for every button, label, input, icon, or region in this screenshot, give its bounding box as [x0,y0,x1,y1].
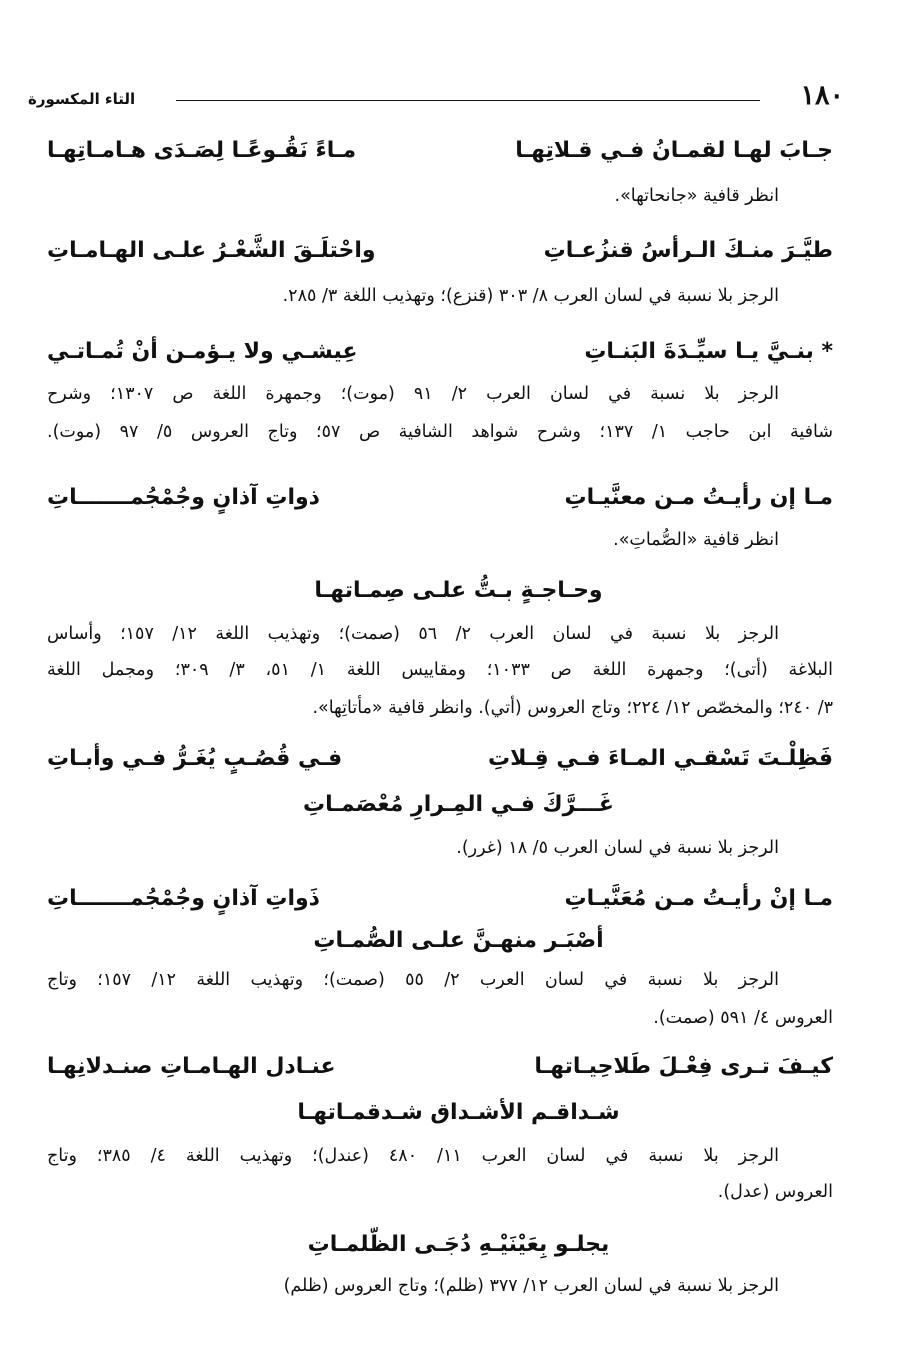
centered-verse: وحـاجـةٍ بـتُّ علـى صِمـاتهـا [314,578,603,603]
note-line: العروس ٤/ ٥٩١ (صمت). [653,1008,833,1028]
verse-line [47,746,833,786]
note-line: الرجز بلا نسبة في لسان العرب ٥/ ١٨ (غرر). [456,838,779,858]
note-line: انظر قافية «الصُّماتِ». [613,530,779,550]
verse-first-hemistich: كيـفَ تـرى فِعْـلَ طَلاحِيـاتهـا [534,1054,833,1079]
note-line: انظر قافية «جانحاتها». [614,186,779,206]
running-title: التاء المكسورة [28,90,136,108]
verse-second-hemistich: عِيشـي ولا يـؤمـن أنْ تُمـاتـي [47,339,358,364]
centered-verse: يجلـو بِعَيْنَيْـهِ دُجَـى الظّلمـاتِ [307,1232,610,1257]
verse-first-hemistich: فَظِلْـتَ تَسْقـي المـاءَ فـي قِـلاتِ [487,746,833,771]
note-line: الرجز بلا نسبة في لسان العرب ١١/ ٤٨٠ (عندل)؛ وتهذيب اللغة ٤/ ٣٨٥؛ وتاج [47,1146,779,1166]
note-line: ٣/ ٢٤٠؛ والمخصّص ١٢/ ٢٢٤؛ وتاج العروس (أتي). وانظر قافية «مأتاتِها». [312,698,833,718]
verse-first-hemistich: مـا إنْ رأيـتُ مـن مُعَنَّيـاتِ [564,886,833,911]
page-header [24,80,852,120]
verse-line [47,339,833,379]
centered-verse: شـداقـم الأشـداق شـدقمـاتهـا [297,1100,620,1125]
note-line: الرجز بلا نسبة في لسان العرب ٢/ ٩١ (موت)؛ وجمهرة اللغة ص ١٣٠٧؛ وشرح [47,384,779,404]
verse-second-hemistich: ذواتِ آذانٍ وجُمْجُمـــــــاتِ [47,485,320,510]
verse-second-hemistich: ذَواتِ آذانٍ وجُمْجُمـــــــاتِ [47,886,320,911]
note-line: الرجز بلا نسبة في لسان العرب ١٢/ ٣٧٧ (ظلم)؛ وتاج العروس (ظلم) [283,1276,779,1296]
verse-second-hemistich: مـاءً نَقُـوعًـا لِصَـدَى هـامـاتِهـا [47,138,357,163]
verse-line [47,886,833,926]
note-line: الرجز بلا نسبة في لسان العرب ٢/ ٥٥ (صمت)؛ وتهذيب اللغة ١٢/ ١٥٧؛ وتاج [47,970,779,990]
verse-first-hemistich: جـابَ لهـا لقمـانُ فـي قـلاتِهـا [515,138,833,163]
verse-first-hemistich: * بنـيَّ يـا سيِّـدَةَ البَنـاتِ [584,339,833,364]
centered-verse: غَـــرَّكَ فـي المِـرارِ مُعْصَمـاتِ [303,792,614,817]
verse-line [47,238,833,278]
verse-second-hemistich: واحْتلَـقَ الشَّعْـرُ علـى الهـامـاتِ [47,238,376,263]
centered-verse: أصْبَـر منهـنَّ علـى الصُّمـاتِ [313,928,604,953]
verse-line [47,1054,833,1094]
note-line: شافية ابن حاجب ١/ ١٣٧؛ وشرح شواهد الشافية ص ٥٧؛ وتاج العروس ٥/ ٩٧ (موت). [47,422,834,442]
page-number: ١٨٠ [800,80,844,111]
note-line: الرجز بلا نسبة في لسان العرب ٢/ ٥٦ (صمت)؛ وتهذيب اللغة ١٢/ ١٥٧؛ وأساس [47,624,779,644]
verse-second-hemistich: عنـادل الهـامـاتِ صنـدلانِهـا [47,1054,336,1079]
verse-first-hemistich: مـا إن رأيـتُ مـن معنَّيـاتِ [564,485,833,510]
verse-second-hemistich: فـي قُصُـبٍ يُغَـرُّ فـي وأبـاتِ [47,746,343,771]
header-rule [176,100,760,101]
verse-line [47,485,833,525]
verse-first-hemistich: طيَّـرَ منـكَ الـرأسُ قنزُعـاتِ [543,238,833,263]
verse-line [47,138,833,178]
note-line: البلاغة (أتى)؛ وجمهرة اللغة ص ١٠٣٣؛ ومقاييس اللغة ١/ ٥١، ٣/ ٣٠٩؛ ومجمل اللغة [47,660,833,680]
note-line: الرجز بلا نسبة في لسان العرب ٨/ ٣٠٣ (قنزع)؛ وتهذيب اللغة ٣/ ٢٨٥. [282,286,779,306]
note-line: العروس (عدل). [717,1182,833,1202]
